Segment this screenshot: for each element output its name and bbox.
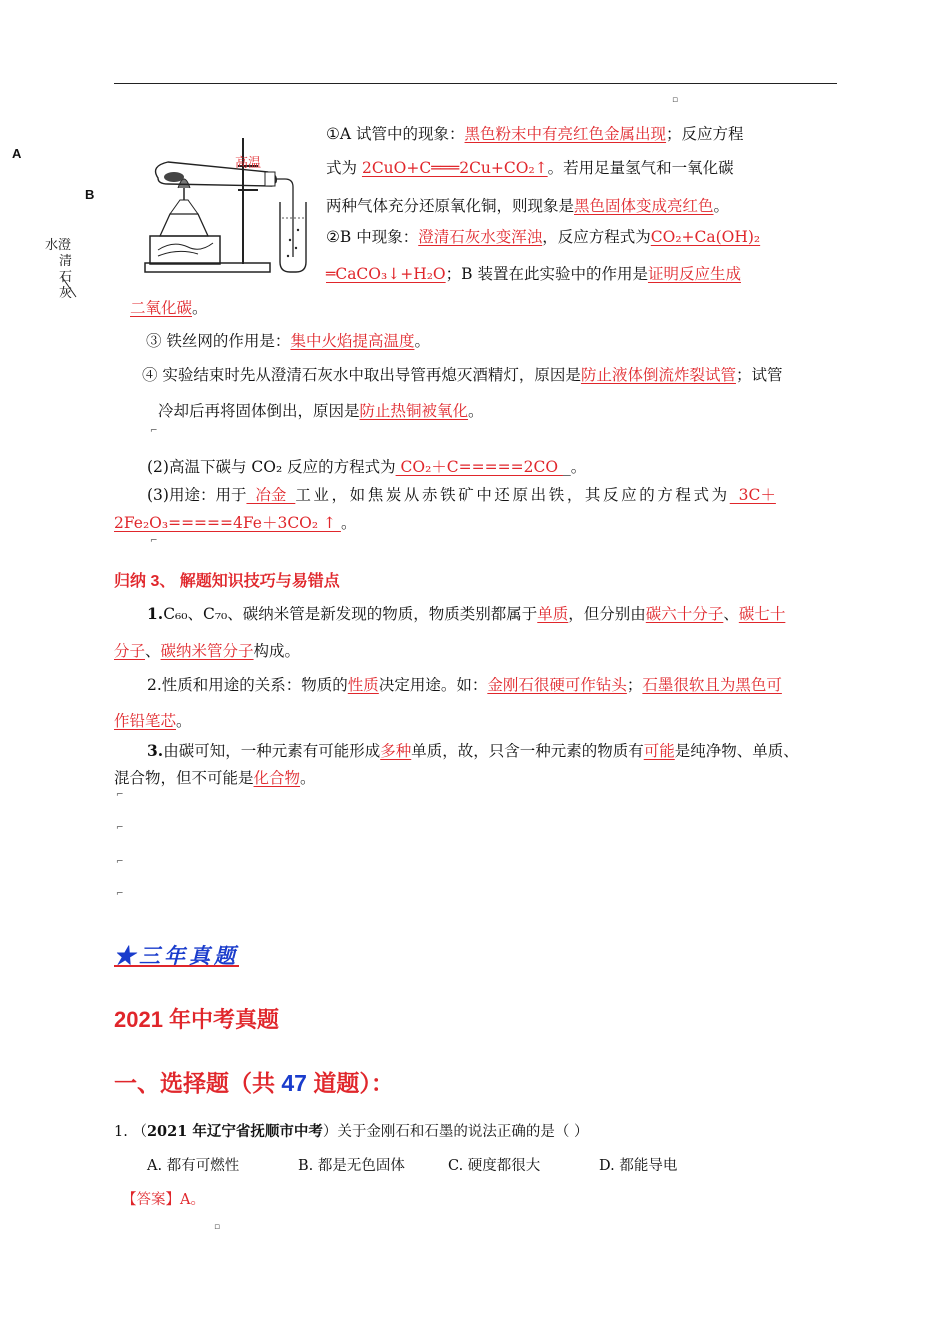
paragraph-mark: ⌐	[116, 790, 124, 800]
option-b[interactable]: B. 都是无色固体	[298, 1158, 405, 1174]
question-1	[114, 1122, 588, 1142]
text: ；	[626, 676, 643, 694]
text: 工业，如焦炭从赤铁矿中还原出铁，其反应的方程式为	[295, 486, 730, 504]
option-c[interactable]: C. 硬度都很大	[448, 1158, 541, 1174]
answer: 作铅笔芯	[114, 712, 177, 730]
answer: 二氧化碳	[130, 299, 193, 317]
text: 。	[192, 299, 208, 317]
text: 。	[340, 514, 357, 532]
tip-2	[147, 675, 782, 695]
pointer-line	[60, 275, 80, 300]
text: 两种气体充分还原氧化铜，则现象是	[326, 197, 575, 215]
text: 。	[300, 769, 316, 787]
answer: 2CuO+C═══2Cu+CO₂↑	[361, 159, 548, 177]
text: (2)高温下碳与 CO₂ 反应的方程式为	[147, 458, 396, 476]
answer: 碳六十分子	[645, 605, 724, 623]
answer: 防止热铜被氧化	[359, 402, 469, 420]
line-b-phenomenon	[326, 227, 760, 247]
text: 决定用途。如：	[378, 676, 488, 694]
paragraph-mark: ⌐	[150, 426, 158, 436]
text: C₆₀、C₇₀、碳纳米管是新发现的物质，物质类别都属于	[163, 605, 538, 623]
answer: CO₂+Ca(OH)₂	[650, 228, 761, 246]
answer: 澄清石灰水变浑浊	[418, 228, 543, 246]
paragraph-mark: ⌐	[116, 889, 124, 899]
answer: 黑色粉末中有亮红色金属出现	[464, 125, 667, 143]
limewater-label-2: 清	[59, 254, 73, 269]
line-b-equation	[326, 264, 741, 284]
answer: 3C＋	[729, 486, 776, 504]
side-label-a: A	[12, 146, 22, 161]
question-stem: ）关于金刚石和石墨的说法正确的是（ ）	[322, 1124, 589, 1140]
text: 。	[468, 402, 484, 420]
tip-3-line2	[114, 768, 316, 788]
text: 、	[723, 605, 739, 623]
answer: 金刚石很硬可作钻头	[487, 676, 627, 694]
section-title: 归纳 3、 解题知识技巧与易错点	[114, 573, 340, 590]
line-use	[147, 485, 776, 505]
text: 、	[145, 642, 161, 660]
answer: 冶金	[246, 486, 296, 504]
answer-line: 【答案】A。	[122, 1192, 205, 1208]
text: ；反应方程	[666, 125, 744, 143]
tip-number: 1.	[147, 604, 164, 623]
answer: 防止液体倒流炸裂试管	[580, 366, 736, 384]
answer: 石墨很软且为黑色可	[642, 676, 782, 694]
answer: 碳七十	[738, 605, 786, 623]
text: 冷却后再将固体倒出，原因是	[158, 402, 360, 420]
answer: 性质	[347, 676, 379, 694]
side-label-b: B	[85, 187, 95, 202]
paragraph-mark: ▫	[214, 1222, 221, 1232]
text: 。	[713, 197, 730, 215]
year-heading: 2021 年中考真题	[114, 1007, 280, 1032]
tip-3	[147, 741, 799, 761]
answer: ═CaCO₃↓+H₂O	[326, 265, 446, 283]
text: ①A 试管中的现象：	[326, 125, 465, 143]
paragraph-mark: ▫	[672, 95, 679, 105]
text: 由碳可知，一种元素有可能形成	[163, 742, 381, 760]
text: ；试管	[735, 366, 783, 384]
text: 一、选择题（共	[114, 1070, 282, 1096]
text: 是纯净物、单质、	[674, 742, 799, 760]
limewater-label-4: 灰	[59, 286, 73, 301]
answer: 可能	[643, 742, 675, 760]
option-d[interactable]: D. 都能导电	[599, 1158, 678, 1174]
count: 47	[281, 1070, 307, 1096]
choice-heading	[114, 1065, 394, 1098]
line-use-2	[114, 513, 356, 533]
text: 。	[414, 332, 430, 350]
option-a[interactable]: A. 都有可燃性	[147, 1158, 240, 1174]
answer: 证明反应生成	[647, 265, 741, 283]
text: 混合物，但不可能是	[114, 769, 254, 787]
text: 2.性质和用途的关系：物质的	[147, 676, 348, 694]
answer: 碳纳米管分子	[160, 642, 254, 660]
text: 单质，故，只含一种元素的物质有	[411, 742, 644, 760]
answer: 多种	[380, 742, 412, 760]
line-co2	[147, 457, 586, 477]
answer: 单质	[537, 605, 569, 623]
three-years-heading: ★三年真题	[114, 945, 239, 968]
text: 道题）：	[306, 1070, 394, 1096]
line-wire	[146, 331, 430, 351]
paragraph-mark: ⌐	[116, 857, 124, 867]
line-a-phenomenon	[326, 124, 744, 144]
line-end	[142, 365, 782, 385]
answer: 集中火焰提高温度	[290, 332, 415, 350]
text: ，反应方程式为	[542, 228, 651, 246]
line-a-equation	[326, 158, 734, 178]
paragraph-mark: ⌐	[150, 536, 158, 546]
limewater-label-3: 石	[59, 270, 73, 285]
text: ③ 铁丝网的作用是：	[146, 332, 291, 350]
text: ④ 实验结束时先从澄清石灰水中取出导管再熄灭酒精灯，原因是	[142, 366, 581, 384]
text: 。若用足量氢气和一氧化碳	[547, 159, 734, 177]
paragraph-mark: ⌐	[116, 823, 124, 833]
question-number: 1. （	[114, 1124, 147, 1140]
tip-1	[147, 604, 785, 624]
text: (3)用途：用于	[147, 486, 247, 504]
answer: 黑色固体变成亮红色	[574, 197, 714, 215]
limewater-label-1: 水澄	[45, 238, 72, 253]
line-cool	[158, 401, 484, 421]
text: ，但分别由	[568, 605, 646, 623]
tip-1-line2	[114, 641, 300, 661]
text: 式为	[326, 159, 358, 177]
tip-number: 3.	[147, 741, 164, 760]
apparatus-diagram	[140, 130, 320, 280]
text: ②B 中现象：	[326, 228, 419, 246]
high-temp-label: 高温	[235, 156, 262, 171]
line-b-role	[130, 298, 208, 318]
answer: 2Fe₂O₃=====4Fe＋3CO₂ ↑	[114, 514, 341, 532]
answer: CO₂＋C=====2CO	[395, 458, 563, 476]
tip-2-line2	[114, 711, 192, 731]
question-source: 2021 年辽宁省抚顺市中考	[146, 1123, 323, 1140]
header-rule	[114, 83, 837, 84]
text: ；B 装置在此实验中的作用是	[445, 265, 648, 283]
text: 构成。	[253, 642, 301, 660]
answer: 化合物	[253, 769, 301, 787]
answer: 分子	[114, 642, 146, 660]
text: 。	[176, 712, 192, 730]
line-h2	[326, 196, 729, 216]
text: _。	[562, 458, 587, 476]
